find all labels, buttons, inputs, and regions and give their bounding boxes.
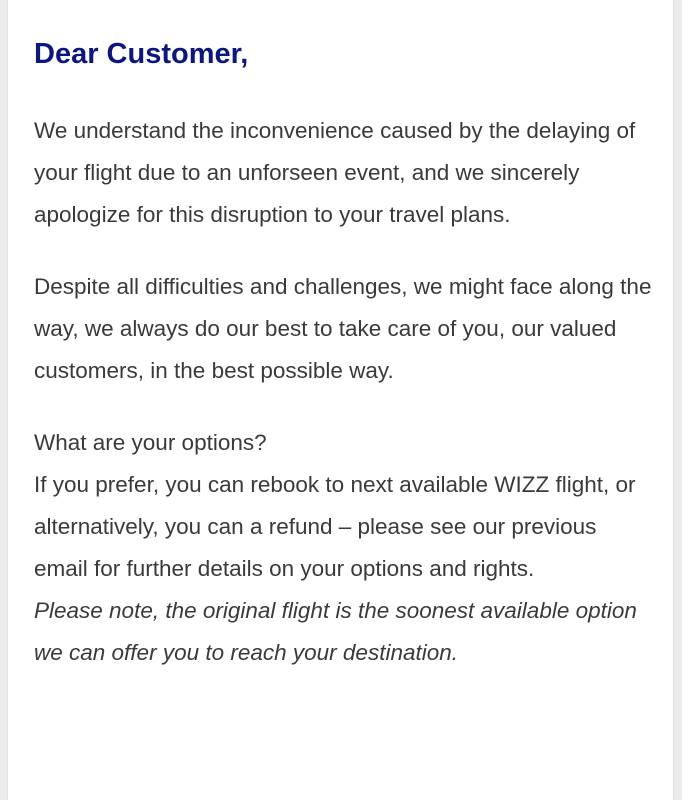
apology-paragraph: We understand the inconvenience caused by the delaying of your flight due to an unforseen event, and we sincerely apologize for this disruption to your travel plans. [34, 118, 636, 227]
email-content [34, 34, 654, 674]
note-paragraph: Please note, the original flight is the soonest available option we can offer you to reach your destination. [34, 598, 637, 665]
options-paragraph: If you prefer, you can rebook to next available WIZZ flight, or alternatively, you can a refund – please see our previous email for further details on your options and rights. [34, 472, 636, 581]
options-heading: What are your options? [34, 430, 267, 455]
email-body [7, 0, 674, 800]
greeting-heading: Dear Customer, [34, 38, 249, 70]
commitment-paragraph: Despite all difficulties and challenges, we might face along the way, we always do our best to take care of you, our valued customers, in the best possible way. [34, 274, 652, 383]
